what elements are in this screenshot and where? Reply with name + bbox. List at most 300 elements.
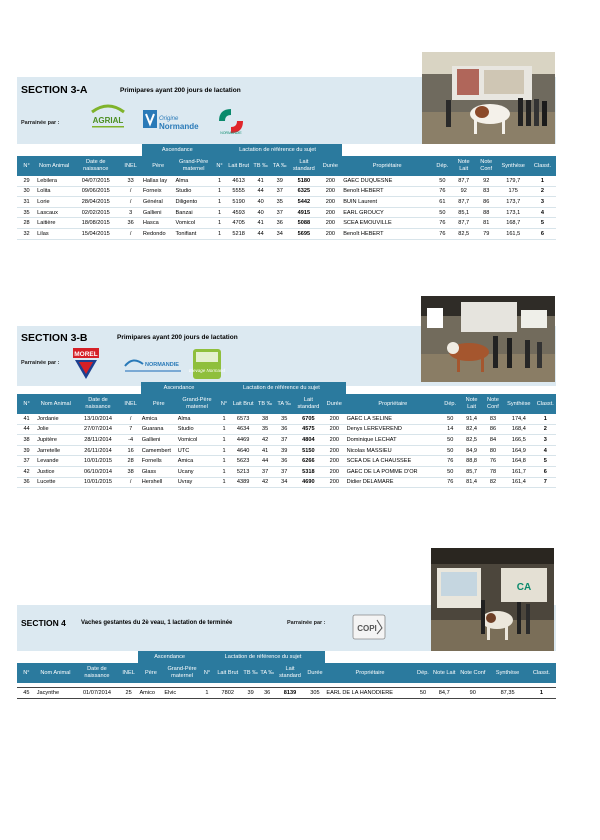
table-cell: 6266 [294, 456, 323, 467]
table-header [17, 156, 556, 176]
table-cell: / [119, 186, 142, 197]
col-header: Date de naissance [76, 394, 121, 414]
table-cell: 200 [323, 414, 346, 424]
table-cell: 76 [483, 456, 503, 467]
table-cell: Levande [36, 456, 75, 467]
table-cell: 4804 [294, 435, 323, 446]
col-header: Synthèse [488, 663, 526, 683]
table-cell: 32 [17, 228, 36, 239]
table-cell: / [119, 228, 142, 239]
table-cell: Benoît HEBERT [342, 186, 432, 197]
table-cell: EARL DE LA HANODIERE [325, 688, 414, 699]
table-row [17, 456, 556, 467]
table-cell: 5218 [226, 228, 251, 239]
table-cell: Lebilera [36, 176, 72, 186]
table-cell: 84,7 [431, 688, 457, 699]
table-cell: 200 [319, 197, 343, 208]
table-cell: Jupitère [36, 435, 75, 446]
col-header: Grand-Père maternel [163, 663, 200, 683]
table-cell: 38 [256, 414, 275, 424]
table-cell: 174,4 [503, 414, 535, 424]
table-cell: 39 [275, 445, 294, 456]
col-header: Date de naissance [72, 156, 119, 176]
table-cell: 14 [440, 424, 460, 435]
col-header: Synthèse [497, 156, 529, 176]
table-cell: 305 [305, 688, 326, 699]
table-cell: Glass [141, 466, 177, 477]
table-cell: Banzai [175, 207, 213, 218]
table-cell: 45 [17, 688, 36, 699]
table-cell: 37 [270, 186, 289, 197]
table-cell: 85,1 [452, 207, 475, 218]
table-cell: 37 [270, 207, 289, 218]
col-header: Dép. [415, 663, 432, 683]
table-cell: Hershell [141, 477, 177, 488]
cattle-photo [421, 296, 555, 382]
group-lactation: Lactation de référence du sujet [201, 651, 326, 663]
table-cell: 166,5 [503, 435, 535, 446]
table-cell: 44 [251, 228, 270, 239]
col-header: Durée [323, 394, 346, 414]
sponsor-label: Parrainée par : [21, 120, 60, 126]
table-cell: 5555 [226, 186, 251, 197]
table-cell: 42 [17, 466, 36, 477]
table-cell: 50 [432, 176, 452, 186]
col-header: N° [213, 156, 227, 176]
col-header: Date de naissance [75, 663, 119, 683]
table-cell: Lolita [36, 186, 72, 197]
col-header: Note Conf [457, 663, 488, 683]
table-cell: Jordanie [36, 414, 75, 424]
table-row [17, 445, 556, 456]
table-cell: 44 [251, 186, 270, 197]
table-cell: 88,8 [460, 456, 483, 467]
col-header: Lait standard [275, 663, 304, 683]
table-cell: 4613 [226, 176, 251, 186]
table-cell: 37 [256, 466, 275, 477]
table-cell: 5 [529, 218, 556, 229]
table-cell: 1 [217, 456, 231, 467]
col-header: Dép. [432, 156, 452, 176]
table-cell: 44 [256, 456, 275, 467]
table-cell: 5088 [289, 218, 318, 229]
col-header: Nom Animal [36, 394, 75, 414]
section-subtitle: Vaches gestantes du 2è veau, 1 lactation de terminée [81, 620, 233, 626]
table-cell: 1 [217, 424, 231, 435]
table-cell: 09/06/2015 [72, 186, 119, 197]
table-cell: 02/02/2015 [72, 207, 119, 218]
table-cell: 1 [213, 228, 227, 239]
table-row [17, 466, 556, 477]
table-cell: 6573 [231, 414, 256, 424]
col-header: TB ‰ [256, 394, 275, 414]
elevage-normand-logo [188, 348, 226, 380]
table-cell: 04/07/2015 [72, 176, 119, 186]
table-cell: 7 [535, 477, 556, 488]
table-cell: 5442 [289, 197, 318, 208]
table-cell: 16 [121, 445, 141, 456]
col-header: Classt. [527, 663, 556, 683]
table-cell: 82 [483, 477, 503, 488]
table-cell: 39 [17, 445, 36, 456]
table-cell: 31 [17, 197, 36, 208]
table-cell: 200 [319, 207, 343, 218]
table-cell: Lascaux [36, 207, 72, 218]
section-3a [17, 50, 556, 270]
table-cell: SCEA DE LA CHAUSSEE [346, 456, 441, 467]
table-cell: 25 [119, 688, 139, 699]
table-cell: 35 [17, 207, 36, 218]
table-cell: 76 [432, 218, 452, 229]
col-header: Classt. [535, 394, 556, 414]
table-row [17, 186, 556, 197]
table-cell: 29 [17, 176, 36, 186]
table-cell: Hasca [142, 218, 175, 229]
table-cell: Jacynthe [36, 688, 75, 699]
table-cell: 2 [529, 186, 556, 197]
col-header: Note Lait [431, 663, 457, 683]
table-cell: 168,7 [497, 218, 529, 229]
table-cell: 90 [457, 688, 488, 699]
col-header: Propriétaire [342, 156, 432, 176]
col-header: Grand-Père maternel [175, 156, 213, 176]
table-cell: Diligento [175, 197, 213, 208]
table-cell: Lucette [36, 477, 75, 488]
section-title: SECTION 3-B [21, 332, 88, 344]
col-header: Note Lait [460, 394, 483, 414]
table-cell: 6 [529, 228, 556, 239]
table-cell: 200 [323, 477, 346, 488]
table-cell: 36 [17, 477, 36, 488]
table-cell: 4575 [294, 424, 323, 435]
table-cell: 83 [475, 186, 498, 197]
table-cell: 50 [440, 435, 460, 446]
table-cell: Alma [175, 176, 213, 186]
table-cell: 41 [17, 414, 36, 424]
table-cell: 28/04/2015 [72, 197, 119, 208]
table-cell: Vomicol [177, 435, 218, 446]
table-cell: Didier DELAMARE [346, 477, 441, 488]
sponsor-label: Parrainée par : [21, 360, 60, 366]
col-header: Durée [305, 663, 326, 683]
table-cell: 28 [17, 218, 36, 229]
table-cell: 92 [475, 176, 498, 186]
sponsor-label: Parrainée par : [287, 620, 326, 626]
table-cell: 5213 [231, 466, 256, 477]
table-cell: 161,5 [497, 228, 529, 239]
table-cell: 6 [535, 466, 556, 477]
table-cell: 61 [432, 197, 452, 208]
table-cell: 161,4 [503, 477, 535, 488]
section-title: SECTION 4 [21, 618, 66, 628]
table-cell: 80 [483, 445, 503, 456]
table-cell: Forneix [142, 186, 175, 197]
table-cell: 50 [415, 688, 432, 699]
table-row [17, 197, 556, 208]
table-cell: 82,4 [460, 424, 483, 435]
table-cell: 38 [17, 435, 36, 446]
table-header [17, 663, 556, 683]
table-row [17, 207, 556, 218]
table-cell: 5623 [231, 456, 256, 467]
table-cell: Amico [138, 688, 163, 699]
table-cell: 82,5 [452, 228, 475, 239]
table-cell: 3 [119, 207, 142, 218]
table-cell: 1 [213, 186, 227, 197]
col-header: TB ‰ [251, 156, 270, 176]
table-cell: 37 [275, 466, 294, 477]
col-header: Père [141, 394, 177, 414]
table-row [17, 424, 556, 435]
svg-text:MOREL: MOREL [74, 351, 98, 358]
table-cell: 173,7 [497, 197, 529, 208]
group-lactation: Lactation de référence du sujet [217, 382, 345, 394]
table-cell: 87,7 [452, 197, 475, 208]
table-cell: SCEA EMOUVILLE [342, 218, 432, 229]
table-cell: 28/11/2014 [76, 435, 121, 446]
table-cell: GAEC DE LA POMME D'OR [346, 466, 441, 477]
group-ascendance: Ascendance [141, 382, 218, 394]
table-cell: 200 [319, 218, 343, 229]
table-cell: 42 [256, 435, 275, 446]
normandie-logo [123, 354, 183, 376]
svg-text:NORMANDIE: NORMANDIE [145, 362, 179, 368]
table-cell: 84,9 [460, 445, 483, 456]
table-cell: Studio [175, 186, 213, 197]
table-cell: 1 [201, 688, 213, 699]
table-cell: 5695 [289, 228, 318, 239]
table-cell: 28 [121, 456, 141, 467]
svg-text:Elevage Normand: Elevage Normand [188, 368, 226, 373]
table-cell: 161,7 [503, 466, 535, 477]
table-cell: 4640 [231, 445, 256, 456]
table-cell: Amica [177, 456, 218, 467]
table-cell: 76 [432, 228, 452, 239]
table-cell: 168,4 [503, 424, 535, 435]
table-cell: GAEC DUQUESNE [342, 176, 432, 186]
table-cell: Benoît HEBERT [342, 228, 432, 239]
section-subtitle: Primipares ayant 200 jours de lactation [120, 87, 241, 94]
table-cell: 10/01/2015 [76, 477, 121, 488]
table-cell: 7802 [213, 688, 242, 699]
table-cell: 81 [475, 218, 498, 229]
table-cell: 87,7 [452, 218, 475, 229]
table-cell: 86 [483, 424, 503, 435]
table-cell: 1 [217, 466, 231, 477]
table-cell: 81,4 [460, 477, 483, 488]
table-cell: 1 [213, 176, 227, 186]
table-cell: 200 [323, 424, 346, 435]
table-cell: 200 [323, 435, 346, 446]
table-cell: Camembert [141, 445, 177, 456]
col-header: Classt. [529, 156, 556, 176]
table-cell: 1 [213, 207, 227, 218]
table-cell: 1 [217, 477, 231, 488]
table-cell: 8139 [275, 688, 304, 699]
table-cell: 92 [452, 186, 475, 197]
table-cell: Gallieni [142, 207, 175, 218]
table-cell: 4705 [226, 218, 251, 229]
table-cell: 4634 [231, 424, 256, 435]
table-cell: Alma [177, 414, 218, 424]
table-cell: Général [142, 197, 175, 208]
col-header: N° [217, 394, 231, 414]
table-cell: 39 [242, 688, 259, 699]
table-cell: 37 [17, 456, 36, 467]
table-cell: 82,5 [460, 435, 483, 446]
table-cell: 1 [217, 445, 231, 456]
table-cell: 50 [432, 207, 452, 218]
table-cell: 30 [17, 186, 36, 197]
col-header: Note Lait [452, 156, 475, 176]
table-cell: 6705 [294, 414, 323, 424]
table-cell: 18/08/2015 [72, 218, 119, 229]
table-cell: Fornells [141, 456, 177, 467]
table-cell: Laitière [36, 218, 72, 229]
table-cell: Jarretelle [36, 445, 75, 456]
table-row [17, 176, 556, 186]
group-ascendance: Ascendance [142, 144, 213, 156]
table-cell: Nicolas MASSIEU [346, 445, 441, 456]
col-header: TA ‰ [275, 394, 294, 414]
table-cell: 50 [440, 414, 460, 424]
table-cell: 5318 [294, 466, 323, 477]
svg-text:NORMANDIE: NORMANDIE [220, 131, 242, 135]
credit-agricole-logo [215, 105, 247, 135]
table-cell: 86 [475, 197, 498, 208]
table-cell: Studio [177, 424, 218, 435]
col-header: Note Conf [483, 394, 503, 414]
table-cell: 2 [535, 424, 556, 435]
table-row [17, 477, 556, 488]
table-cell: 5150 [294, 445, 323, 456]
table-cell: Lorie [36, 197, 72, 208]
table-row [17, 414, 556, 424]
table-cell: 1 [529, 176, 556, 186]
svg-text:COPI: COPI [357, 624, 377, 633]
table-cell: 84 [483, 435, 503, 446]
table-cell: 85,7 [460, 466, 483, 477]
col-header: TB ‰ [242, 663, 259, 683]
table-cell: 36 [275, 456, 294, 467]
table-cell: 200 [319, 228, 343, 239]
table-cell: Gallieni [141, 435, 177, 446]
table-cell: BUIN Laurent [342, 197, 432, 208]
table-cell: Uvray [177, 477, 218, 488]
table-cell: 1 [217, 435, 231, 446]
table-cell: 44 [17, 424, 36, 435]
table-cell: 40 [251, 197, 270, 208]
svg-text:AGRIAL: AGRIAL [92, 116, 124, 125]
cattle-photo [431, 548, 554, 651]
table-cell: 5 [535, 456, 556, 467]
col-header: INEL [121, 394, 141, 414]
table-cell: Justice [36, 466, 75, 477]
table-cell: UTC [177, 445, 218, 456]
table-cell: 4915 [289, 207, 318, 218]
table-header [17, 394, 556, 414]
table-cell: 1 [217, 414, 231, 424]
col-header: Durée [319, 156, 343, 176]
table-cell: 4 [529, 207, 556, 218]
col-header: Nom Animal [36, 663, 75, 683]
table-cell: 1 [213, 218, 227, 229]
col-header: Nom Animal [36, 156, 72, 176]
svg-text:Origine: Origine [159, 116, 179, 122]
col-header: N° [17, 663, 36, 683]
table-cell: 50 [440, 445, 460, 456]
table-cell: 1 [213, 197, 227, 208]
table-cell: 15/04/2015 [72, 228, 119, 239]
table-cell: Jolie [36, 424, 75, 435]
table-row [17, 688, 556, 699]
table-cell: 01/07/2014 [75, 688, 119, 699]
table-cell: 38 [121, 466, 141, 477]
table-cell: 4690 [294, 477, 323, 488]
morel-logo [71, 348, 101, 380]
origine-normande-logo [143, 108, 205, 132]
results-table-3a [17, 144, 556, 240]
table-cell: 41 [256, 445, 275, 456]
section-title: SECTION 3-A [21, 84, 88, 96]
table-cell: 41 [251, 218, 270, 229]
col-header: Dép. [440, 394, 460, 414]
table-cell: 35 [256, 424, 275, 435]
table-cell: 35 [275, 414, 294, 424]
table-cell: Denys LEREVEREND [346, 424, 441, 435]
table-cell: 5180 [289, 176, 318, 186]
table-cell: 200 [323, 466, 346, 477]
col-header: Père [142, 156, 175, 176]
table-cell: 175 [497, 186, 529, 197]
col-header: Lait Brut [226, 156, 251, 176]
table-cell: / [121, 477, 141, 488]
table-row [17, 228, 556, 239]
results-table-3b [17, 382, 556, 488]
results-table-4 [17, 651, 556, 699]
table-cell: 79 [475, 228, 498, 239]
table-cell: 13/10/2014 [76, 414, 121, 424]
table-cell: 36 [119, 218, 142, 229]
col-header: TA ‰ [259, 663, 276, 683]
table-cell: 200 [319, 176, 343, 186]
table-cell: / [119, 197, 142, 208]
table-cell: Tonifiant [175, 228, 213, 239]
table-cell: Elvic [163, 688, 200, 699]
copi-logo [352, 614, 386, 640]
table-cell: 76 [440, 477, 460, 488]
table-cell: 7 [121, 424, 141, 435]
table-row [17, 218, 556, 229]
table-cell: 164,9 [503, 445, 535, 456]
cattle-photo [422, 52, 555, 144]
col-header: Lait standard [294, 394, 323, 414]
table-cell: 39 [270, 176, 289, 186]
table-cell: 6325 [289, 186, 318, 197]
col-header: Note Conf [475, 156, 498, 176]
table-cell: 83 [483, 414, 503, 424]
table-cell: 5190 [226, 197, 251, 208]
agrial-logo [84, 102, 132, 132]
table-cell: 37 [275, 435, 294, 446]
section-subtitle: Primipares ayant 200 jours de lactation [117, 334, 238, 341]
col-header: INEL [119, 663, 139, 683]
col-header: Propriétaire [346, 394, 441, 414]
table-cell: 06/10/2014 [76, 466, 121, 477]
table-cell: 33 [119, 176, 142, 186]
table-cell: 3 [535, 435, 556, 446]
table-cell: Guarana [141, 424, 177, 435]
